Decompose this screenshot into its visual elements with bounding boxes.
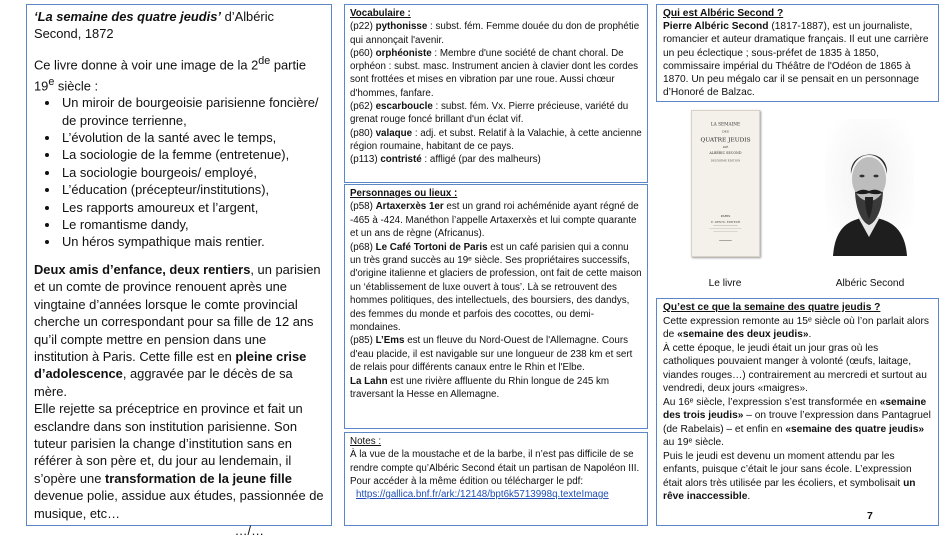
expression-paragraph: Puis le jeudi est devenu un moment attendu par les enfants, puisque c’était le jour sans école. L’expression était alors très utilisée par les écoliers, et symbolisait un rêve inaccessible. [663,450,916,502]
continuation-mark: …/… [234,522,264,538]
expression-paragraph: Cette expression remonte au 15ᵉ siècle où l’on parlait alors de «semaine des deux jeudis». [663,315,929,340]
summary-panel [26,4,332,538]
author-portrait-image [825,119,914,256]
book-title-author: d’Albéric Second, 1872 [34,9,275,42]
book-title-italic: ‘La semaine des quatre jeudis’ [34,9,221,24]
vocab-entry: (p113) contristé : affligé (par des malheurs) [350,154,541,166]
plot-paragraph-2: Elle rejette sa préceptrice en province et fait un esclandre dans son institution parisienne. Son tuteur parisien la change d’institution sans en référer à son père et, du jour au lendemain, il s’opère une transformation de la jeune fille devenue polie, assidue aux études, passionnée de musique, etc… [34,401,324,521]
character-entry: (p58) Artaxerxès 1er est un grand roi achéménide ayant régné de -465 à -424. Manéthon l’appelle Artaxerxès et lui compte quarante et un ans de règne (Africanus). [350,201,639,240]
list-item: • Un héros sympathique mais rentier. [60,233,324,250]
character-entry: (p85) L’Ems est un fleuve du Nord-Ouest de l'Allemagne. Cours d'eau placide, il est navigable sur une longueur de 238 km et sert de relais pour différents canaux entre le Rhin et l'Elbe. [350,335,633,374]
author-bio-heading: Qui est Albéric Second ? [663,8,784,19]
characters-heading: Personnages ou lieux : [350,188,458,199]
characters-panel [344,184,648,429]
book-caption: Le livre [708,278,742,289]
notes-download-text: Pour accéder à la même édition ou télécharger le pdf: [350,475,584,487]
svg-text:QUATRE JEUDIS: QUATRE JEUDIS [700,137,751,144]
character-entry: (p68) Le Café Tortoni de Paris est un café parisien qui a connu un très grand succès au 19ᵉ siècle. Ses propriétaires successifs, d'origine italienne et glaciers de profession, ont fait de cette maison un ‘établissement de luxe ouvert à tous’. Là se retrouvent des hommes politiques, des intellectuels, des boursiers, des dandys, des femmes du monde et parfois des cocottes, ou demi-mondaines. [350,241,642,334]
vocab-entry: (p62) escarboucle : subst. fém. Vx. Pierre précieuse, variété du grenat rouge foncé brillant d'un éclat vif. [350,101,629,126]
svg-text:DES: DES [722,129,729,134]
vocabulary-panel [344,4,648,183]
svg-text:ALBÉRIC SECOND: ALBÉRIC SECOND [709,150,742,155]
list-item: • L’éducation (précepteur/institutions), [60,181,324,198]
intro-text: Ce livre donne à voir une image de la 2de partie 19e siècle : [34,54,307,93]
notes-heading: Notes : [350,436,382,447]
vocabulary-heading: Vocabulaire : [350,8,411,19]
notes-text: À la vue de la moustache et de la barbe, il n’est pas difficile de se rendre compte qu’Albéric Second était un partisan de Napoléon III. [350,449,640,474]
expression-heading: Qu’est ce que la semaine des quatre jeudis ? [663,302,881,313]
expression-paragraph: Au 16ᵉ siècle, l’expression s’est transformée en «semaine des trois jeudis» – on trouve l’expression dans Pantagruel (de Rabelais) – et enfin en «semaine des quatre jeudis» au 19ᵉ siècle. [663,396,931,448]
author-bio-panel [656,4,939,102]
portrait-caption: Albéric Second [835,278,905,289]
portrait-graphic [825,119,914,256]
svg-text:DEUXIÈME ÉDITION: DEUXIÈME ÉDITION [710,158,741,163]
list-item: • La sociologie bourgeois/ employé, [60,164,324,181]
expression-panel [656,298,939,526]
list-item: • La sociologie de la femme (entretenue), [60,146,324,163]
svg-text:PAR: PAR [722,145,729,150]
themes-list [34,94,324,251]
character-entry: La Lahn est une rivière affluente du Rhin longue de 245 km traversant la Hesse en Allemagne. [350,375,610,401]
list-item: • Les rapports amoureux et l’argent, [60,199,324,216]
svg-text:PARIS: PARIS [720,214,731,218]
svg-text:E. DENTU, ÉDITEUR: E. DENTU, ÉDITEUR [710,219,741,224]
notes-panel [344,432,648,526]
vocab-entry: (p60) orphéoniste : Membre d'une société de chant choral. De orphéon : subst. masc. Instrument ancien à clavier dont les cordes sont frottées et mises en vibration par une roue. Aussi chœur d'hommes, fanfare. [350,47,639,99]
svg-text:LA SEMAINE: LA SEMAINE [710,122,741,128]
vocab-entry: (p22) pythonisse : subst. fém. Femme douée du don de prophétie qui annonçait l'avenir. [350,21,640,46]
book-cover-graphic [692,111,759,256]
author-bio-text: Pierre Albéric Second (1817-1887), est un journaliste, romancier et auteur dramatique français. Il eut une carrière un peu éclectique ; sous-préfet de 1835 à 1850, commissaire impérial du Théâtre de l'Odéon de 1865 à 1870. Un peu mégalo car il se pensait en un personnage d’Honoré de Balzac. [663,21,929,99]
list-item: • Le romantisme dandy, [60,216,324,233]
expression-paragraph: À cette époque, le jeudi était un jour gras où les catholiques pouvaient manger à volonté (œufs, laitage, viandes rouges…) contrairement au mercredi et surtout au vendredi, deux jours «maigres». [663,342,927,394]
list-item: • Un miroir de bourgeoisie parisienne foncière/ de province terrienne, [60,94,324,129]
book-title [34,8,324,43]
vocab-entry: (p80) valaque : adj. et subst. Relatif à la Valachie, à cette ancienne région roumaine, habitant de ce pays. [350,127,642,152]
page-number: 7 [867,510,873,522]
book-cover-image [691,110,760,257]
list-item: • L’évolution de la santé avec le temps, [60,129,324,146]
notes-link-row [350,488,642,501]
gallica-link[interactable]: https://gallica.bnf.fr/ark:/12148/bpt6k5713998q.texteImage [356,489,609,501]
plot-paragraph-1: Deux amis d’enfance, deux rentiers, un parisien et un comte de province renouent après une vingtaine d’années lorsque le comte provincial cherche un correspondant pour sa fille de 12 ans qu’il compte mettre en pension dans une institution à Paris. Cette fille est en pleine crise d’adolescence, aggravée par le décès de sa mère. [34,261,321,399]
